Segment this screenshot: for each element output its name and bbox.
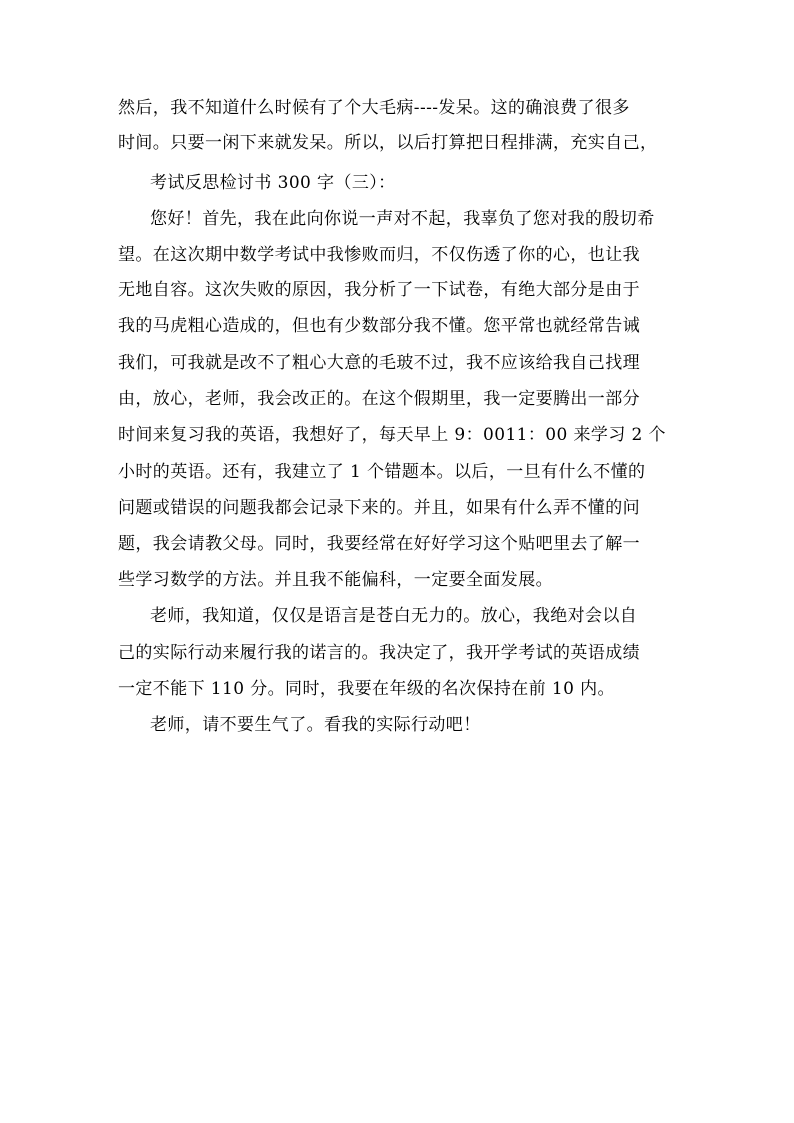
text-line: 我的马虎粗心造成的，但也有少数部分我不懂。您平常也就经常告诫: [118, 316, 640, 336]
text-line: 我们，可我就是改不了粗心大意的毛玻不过，我不应该给我自己找理: [118, 353, 640, 373]
text-line: 时间。只要一闲下来就发呆。所以，以后打算把日程排满，充实自己，: [118, 133, 658, 153]
text-line: 由，放心，老师，我会改正的。在这个假期里，我一定要腾出一部分: [118, 389, 640, 409]
section-heading: 考试反思检讨书 300 字（三）：: [150, 173, 396, 193]
text-line: 题，我会请教父母。同时，我要经常在好好学习这个贴吧里去了解一: [118, 534, 640, 554]
text-line: 老师，我知道，仅仅是语言是苍白无力的。放心，我绝对会以自: [150, 606, 638, 626]
text-line: 老师，请不要生气了。看我的实际行动吧！: [150, 715, 481, 735]
text-line: 您好！首先，我在此向你说一声对不起，我辜负了您对我的殷切希: [150, 209, 655, 229]
text-line: 己的实际行动来履行我的诺言的。我决定了，我开学考试的英语成绩: [118, 643, 640, 663]
text-line: 望。在这次期中数学考试中我惨败而归，不仅伤透了你的心，也让我: [118, 245, 640, 265]
text-line: 一定不能下 110 分。同时，我要在年级的名次保持在前 10 内。: [118, 679, 615, 699]
text-line: 小时的英语。还有，我建立了 1 个错题本。以后，一旦有什么不懂的: [118, 462, 646, 482]
text-line: 时间来复习我的英语，我想好了，每天早上 9：0011：00 来学习 2 个: [118, 425, 666, 445]
text-line: 些学习数学的方法。并且我不能偏科，一定要全面发展。: [118, 570, 553, 590]
text-line: 问题或错误的问题我都会记录下来的。并且，如果有什么弄不懂的问: [118, 498, 640, 518]
text-line: 然后，我不知道什么时候有了个大毛病----发呆。这的确浪费了很多: [118, 98, 630, 118]
text-line: 无地自容。这次失败的原因，我分析了一下试卷，有绝大部分是由于: [118, 280, 640, 300]
